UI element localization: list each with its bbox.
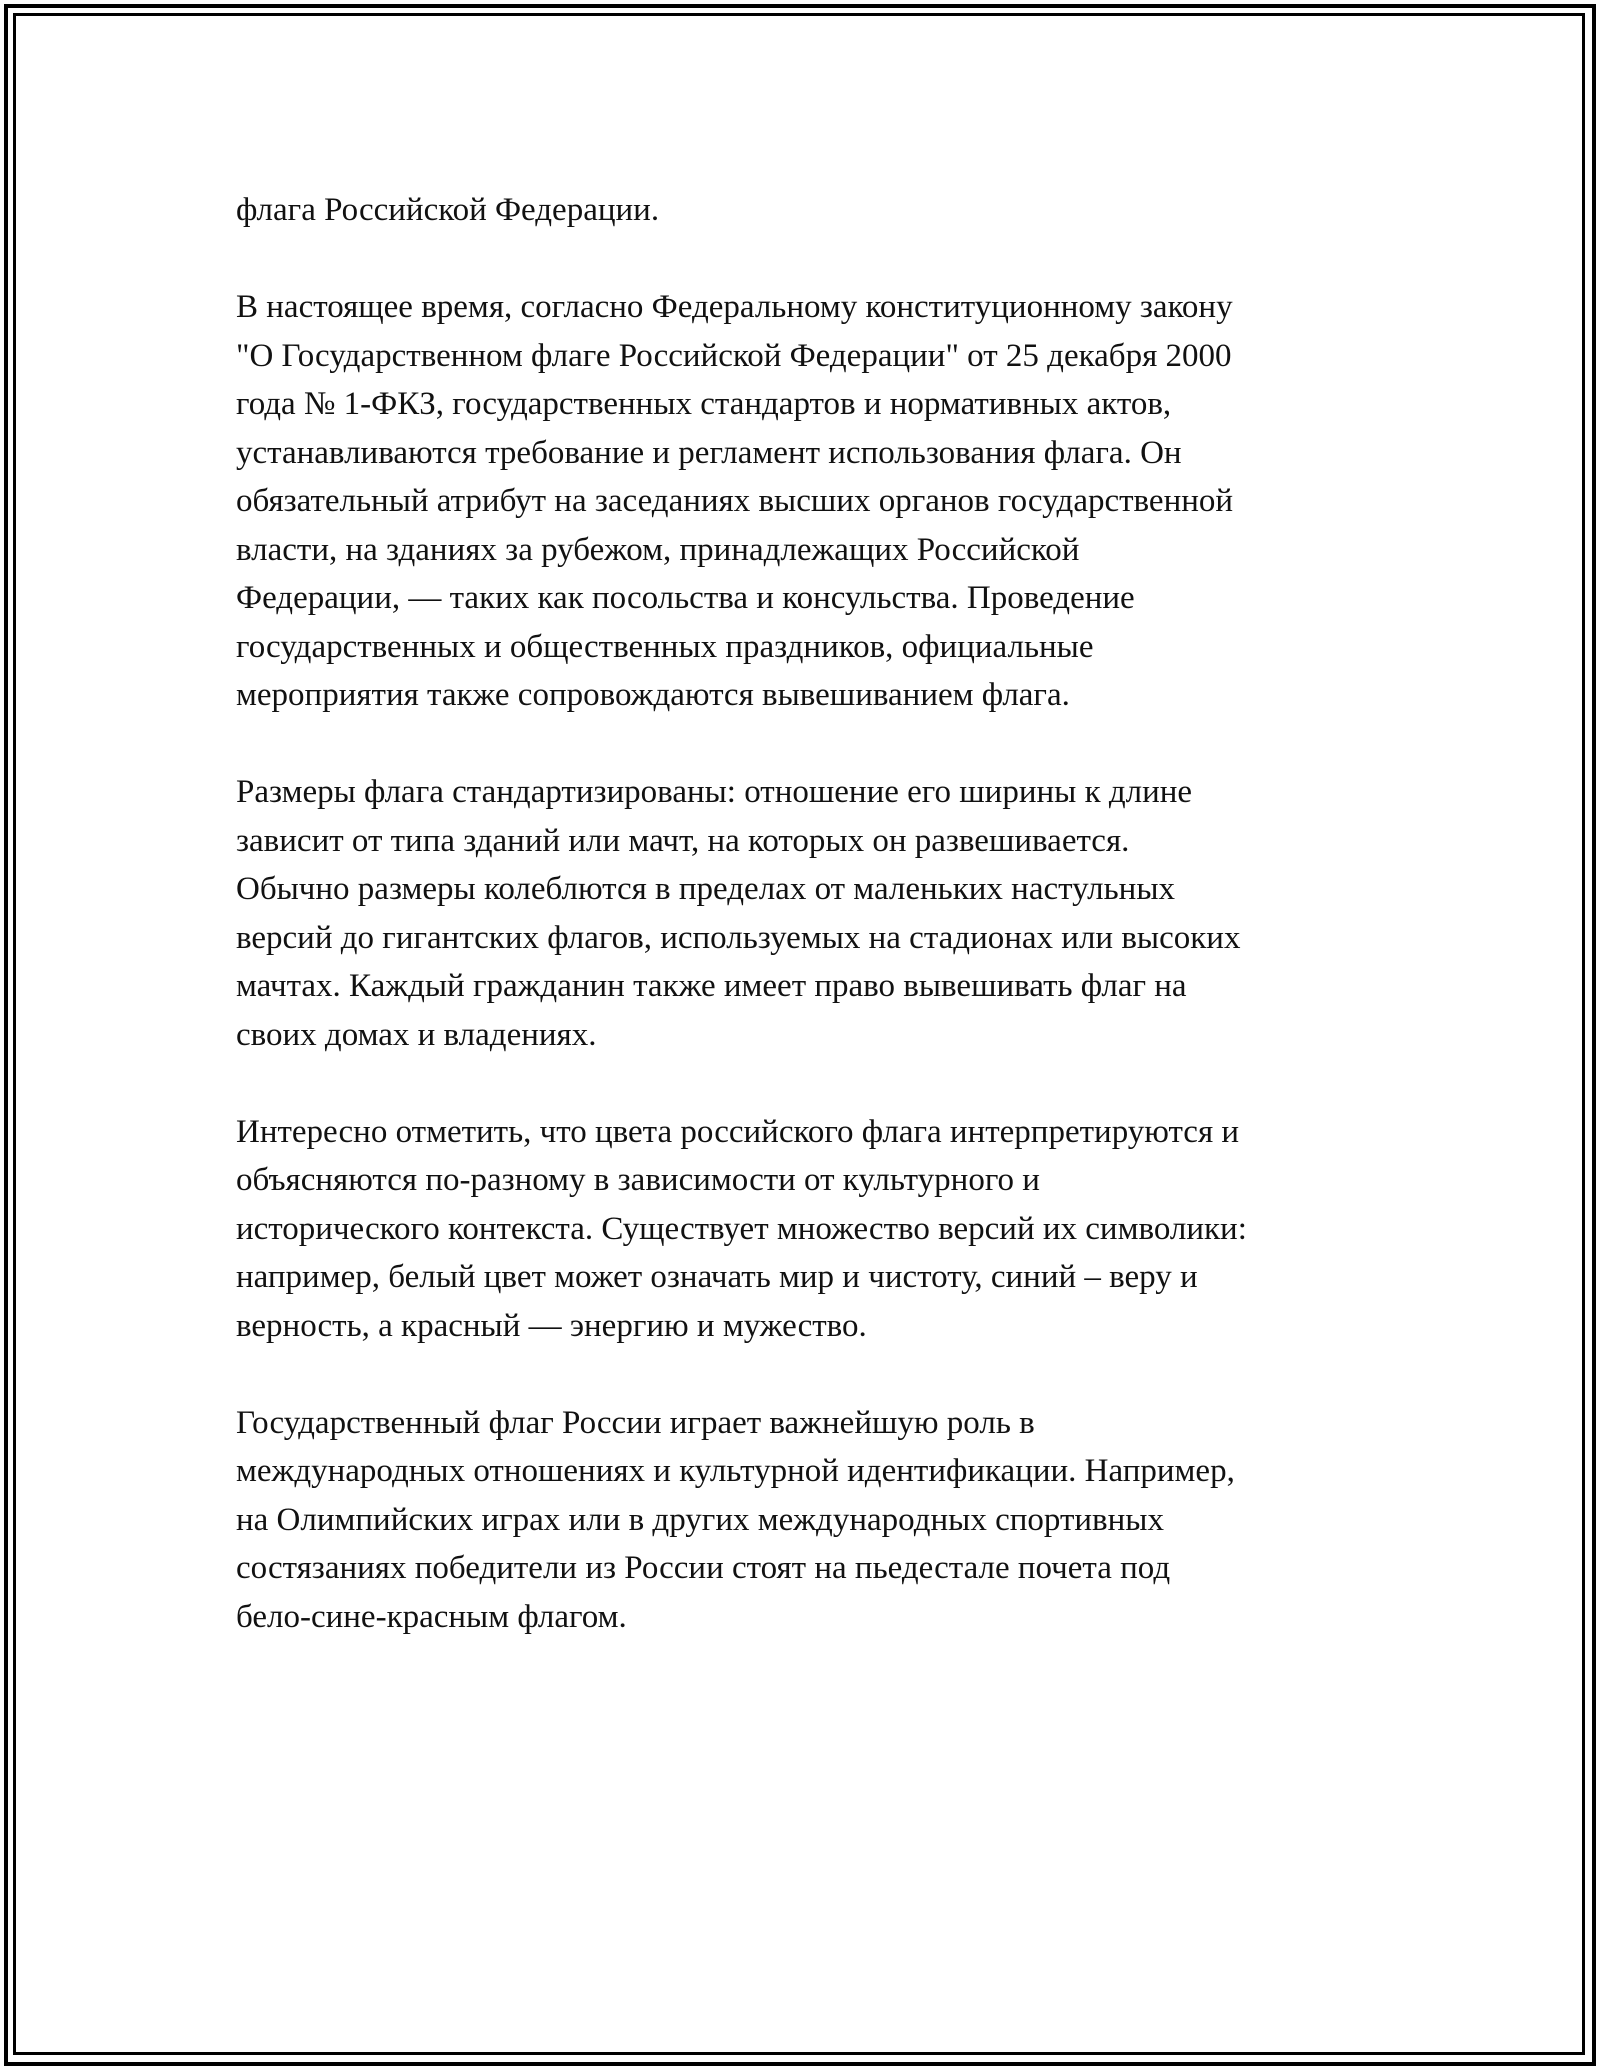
text-line: своих домах и владениях.: [236, 1016, 597, 1053]
document-body: [236, 186, 1376, 1690]
text-line: на Олимпийских играх или в других международных спортивных: [236, 1501, 1164, 1538]
text-line: версий до гигантских флагов, используемых на стадионах или высоких: [236, 919, 1241, 956]
text-line: устанавливаются требование и регламент использования флага. Он: [236, 434, 1182, 471]
text-line: флага Российской Федерации.: [236, 192, 660, 228]
text-line: "О Государственном флаге Российской Федерации" от 25 декабря 2000: [236, 337, 1232, 374]
text-line: власти, на зданиях за рубежом, принадлежащих Российской: [236, 531, 1080, 568]
text-line: Государственный флаг России играет важнейшую роль в: [236, 1404, 1035, 1441]
text-line: Федерации, — таких как посольства и консульства. Проведение: [236, 580, 1135, 616]
paragraph-flag-international-role: [236, 1399, 1376, 1642]
text-line: международных отношениях и культурной идентификации. Например,: [236, 1453, 1235, 1489]
text-line: объясняются по-разному в зависимости от культурного и: [236, 1162, 1040, 1198]
text-line: Интересно отметить, что цвета российского флага интерпретируются и: [236, 1113, 1240, 1150]
text-line: мачтах. Каждый гражданин также имеет право вывешивать флаг на: [236, 968, 1187, 1004]
text-line: В настоящее время, согласно Федеральному конституционному закону: [236, 289, 1233, 325]
text-line: Обычно размеры колеблются в пределах от маленьких настульных: [236, 871, 1176, 907]
text-line: зависит от типа зданий или мачт, на которых он развешивается.: [236, 822, 1130, 859]
text-line: Размеры флага стандартизированы: отношение его ширины к длине: [236, 774, 1193, 810]
text-line: исторического контекста. Существует множество версий их символики:: [236, 1210, 1247, 1247]
text-line: мероприятия также сопровождаются вывешиванием флага.: [236, 677, 1070, 713]
text-line: верность, а красный — энергию и мужество.: [236, 1307, 867, 1344]
text-line: например, белый цвет может означать мир и чистоту, синий – веру и: [236, 1259, 1198, 1295]
paragraph-flag-sizes: [236, 768, 1376, 1059]
text-line: бело-сине-красным флагом.: [236, 1598, 627, 1635]
text-line: государственных и общественных праздников, официальные: [236, 628, 1094, 665]
text-line: обязательный атрибут на заседаниях высших органов государственной: [236, 483, 1234, 519]
paragraph-flag-continuation: [236, 186, 1376, 235]
text-line: года № 1-ФКЗ, государственных стандартов и нормативных актов,: [236, 386, 1172, 422]
text-line: состязаниях победители из России стоят на пьедестале почета под: [236, 1550, 1171, 1586]
paragraph-flag-colors: [236, 1108, 1376, 1351]
paragraph-flag-regulations: [236, 283, 1376, 720]
